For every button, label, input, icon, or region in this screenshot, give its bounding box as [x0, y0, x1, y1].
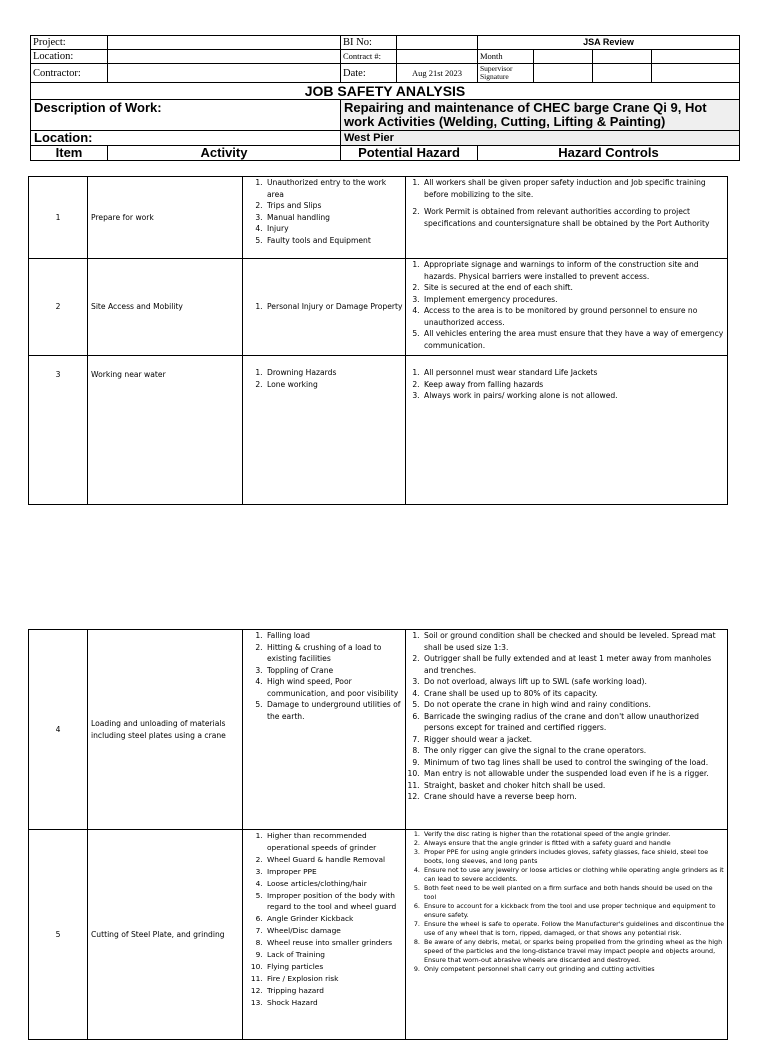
- bi-no-field[interactable]: [397, 36, 478, 50]
- project-field[interactable]: [108, 36, 341, 50]
- hazard-item: 3. Toppling of Crane: [265, 665, 403, 677]
- control-item: 6. Ensure to account for a kickback from the tool and use proper technique and equipment to ensure safety.: [422, 902, 725, 920]
- controls-cell: [406, 830, 728, 1040]
- control-item: 5. Both feet need to be well planted on a firm surface and both hands should be used on the tool: [422, 884, 725, 902]
- control-item: 9. Only competent personnel shall carry out grinding and cutting activities: [422, 965, 725, 974]
- hazard-item: 6. Angle Grinder Kickback: [265, 913, 403, 925]
- control-item: 3. Proper PPE for using angle grinders includes gloves, safety glasses, face shield, steel toe boots, long sleeves, and long pants: [422, 848, 725, 866]
- control-item: 6. Barricade the swinging radius of the crane and don't allow unauthorized persons except for trained and certified riggers.: [422, 711, 725, 734]
- jsa-header-table: [30, 35, 740, 161]
- hazard-cell: [243, 830, 406, 1040]
- item-number: 3: [29, 356, 88, 505]
- activity-cell: Prepare for work: [88, 177, 243, 259]
- bi-no-label: BI No:: [341, 36, 397, 50]
- hazard-item: 5. Faulty tools and Equipment: [265, 235, 403, 247]
- control-item: 4. Crane shall be used up to 80% of its capacity.: [422, 688, 725, 700]
- col-activity-header: Activity: [108, 146, 341, 161]
- activity-cell: Working near water: [88, 356, 243, 505]
- table-row: [29, 630, 728, 830]
- table-row: [29, 259, 728, 356]
- project-label: Project:: [31, 36, 108, 50]
- supervisor-signature-label: Supervisor Signature: [478, 64, 534, 83]
- control-item: 10. Man entry is not allowable under the suspended load even if he is a rigger.: [422, 768, 725, 780]
- contract-label: Contract #:: [341, 50, 397, 64]
- controls-cell: [406, 259, 728, 356]
- table-row: [29, 830, 728, 1040]
- control-item: 3. Do not overload, always lift up to SWL (safe working load).: [422, 676, 725, 688]
- date-value[interactable]: Aug 21st 2023: [397, 64, 478, 83]
- activity-cell: Loading and unloading of materials including steel plates using a crane: [88, 630, 243, 830]
- document-title: JOB SAFETY ANALYSIS: [31, 83, 740, 100]
- controls-cell: [406, 177, 728, 259]
- control-item: 2. Outrigger shall be fully extended and at least 1 meter away from manholes and trenches.: [422, 653, 725, 676]
- hazard-item: 4. Injury: [265, 223, 403, 235]
- control-item: 5. Do not operate the crane in high wind and rainy conditions.: [422, 699, 725, 711]
- hazard-item: 4. Loose articles/clothing/hair: [265, 878, 403, 890]
- control-item: 4. Access to the area is to be monitored by ground personnel to ensure no unauthorized access.: [422, 305, 725, 328]
- control-item: 1. All personnel must wear standard Life Jackets: [422, 367, 725, 379]
- jsa-review-label: JSA Review: [478, 36, 740, 50]
- item-number: 1: [29, 177, 88, 259]
- hazard-item: 13. Shock Hazard: [265, 997, 403, 1009]
- control-item: 1. Soil or ground condition shall be checked and should be leveled. Spread mat shall be used size 1:3.: [422, 630, 725, 653]
- control-item: 4. Ensure not to use any jewelry or loose articles or clothing while operating angle grinders as it can lead to severe accidents.: [422, 866, 725, 884]
- hazard-item: 1. Falling load: [265, 630, 403, 642]
- signature-field-1[interactable]: [534, 64, 593, 83]
- hazard-item: 7. Wheel/Disc damage: [265, 925, 403, 937]
- activity-cell: Site Access and Mobility: [88, 259, 243, 356]
- item-number: 2: [29, 259, 88, 356]
- location-value: West Pier: [341, 131, 740, 146]
- control-item: 2. Site is secured at the end of each shift.: [422, 282, 725, 294]
- month-field-1[interactable]: [534, 50, 593, 64]
- item-number: 4: [29, 630, 88, 830]
- hazard-item: 5. Damage to underground utilities of the earth.: [265, 699, 403, 722]
- hazard-item: 1. Unauthorized entry to the work area: [265, 177, 403, 200]
- controls-cell: [406, 356, 728, 505]
- control-item: 2. Work Permit is obtained from relevant authorities according to project specifications and countersignature shall be obtained by the Port Authority: [422, 206, 725, 229]
- location-field[interactable]: [108, 50, 341, 64]
- hazard-item: 1. Higher than recommended operational speeds of grinder: [265, 830, 403, 854]
- control-item: 1. Appropriate signage and warnings to inform of the construction site and hazards. Physical barriers were installed to prevent access.: [422, 259, 725, 282]
- control-item: 3. Always work in pairs/ working alone is not allowed.: [422, 390, 725, 402]
- control-item: 9. Minimum of two tag lines shall be used to control the swinging of the load.: [422, 757, 725, 769]
- control-item: 8. Be aware of any debris, metal, or sparks being propelled from the grinding wheel as the high speed of the particles and the long-distance travel may impact people and objects around, Ensure that worn-out abrasive wheels are discarded and destroyed.: [422, 938, 725, 965]
- hazard-item: 4. High wind speed, Poor communication, and poor visibility: [265, 676, 403, 699]
- hazard-cell: [243, 177, 406, 259]
- hazard-item: 2. Trips and Slips: [265, 200, 403, 212]
- control-item: 1. Verify the disc rating is higher than the rotational speed of the angle grinder.: [422, 830, 725, 839]
- item-number: 5: [29, 830, 88, 1040]
- table-row: [29, 177, 728, 259]
- date-label: Date:: [341, 64, 397, 83]
- control-item: 1. All workers shall be given proper safety induction and Job specific training before mobilizing to the site.: [422, 177, 725, 200]
- controls-cell: [406, 630, 728, 830]
- month-field-2[interactable]: [593, 50, 652, 64]
- hazard-item: 1. Personal Injury or Damage Property: [265, 301, 403, 313]
- hazard-cell: [243, 356, 406, 505]
- contractor-label: Contractor:: [31, 64, 108, 83]
- hazard-item: 1. Drowning Hazards: [265, 367, 403, 379]
- hazard-table-page1: [28, 176, 728, 505]
- contractor-field[interactable]: [108, 64, 341, 83]
- description-label-text: Description of Work:: [34, 100, 162, 115]
- hazard-item: 9. Lack of Training: [265, 949, 403, 961]
- hazard-item: 11. Fire / Explosion risk: [265, 973, 403, 985]
- contract-field[interactable]: [397, 50, 478, 64]
- hazard-item: 2. Lone working: [265, 379, 403, 391]
- control-item: 3. Implement emergency procedures.: [422, 294, 725, 306]
- hazard-item: 8. Wheel reuse into smaller grinders: [265, 937, 403, 949]
- hazard-item: 3. Improper PPE: [265, 866, 403, 878]
- table-row: [29, 356, 728, 505]
- control-item: 12. Crane should have a reverse beep horn.: [422, 791, 725, 803]
- hazard-item: 2. Hitting & crushing of a load to existing facilities: [265, 642, 403, 665]
- hazard-cell: [243, 630, 406, 830]
- month-label: Month: [478, 50, 534, 64]
- activity-cell: Cutting of Steel Plate, and grinding: [88, 830, 243, 1040]
- hazard-item: 12. Tripping hazard: [265, 985, 403, 997]
- control-item: 8. The only rigger can give the signal to the crane operators.: [422, 745, 725, 757]
- col-controls-header: Hazard Controls: [478, 146, 740, 161]
- signature-field-2[interactable]: [593, 64, 652, 83]
- description-value: Repairing and maintenance of CHEC barge Crane Qi 9, Hot work Activities (Welding, Cutting, Lifting & Painting): [341, 100, 740, 131]
- signature-field-3[interactable]: [652, 64, 740, 83]
- hazard-table-page2: [28, 629, 728, 1040]
- control-item: 2. Keep away from falling hazards: [422, 379, 725, 391]
- hazard-item: 10. Flying particles: [265, 961, 403, 973]
- control-item: 5. All vehicles entering the area must ensure that they have a way of emergency communication.: [422, 328, 725, 351]
- control-item: 7. Ensure the wheel is safe to operate. Follow the Manufacturer's guidelines and discontinue the use of any wheel that is torn, ripped, damaged, or that shows any potential risk.: [422, 920, 725, 938]
- month-field-3[interactable]: [652, 50, 740, 64]
- location-label: Location:: [31, 50, 108, 64]
- control-item: 11. Straight, basket and choker hitch shall be used.: [422, 780, 725, 792]
- control-item: 7. Rigger should wear a jacket.: [422, 734, 725, 746]
- hazard-item: 5. Improper position of the body with regard to the tool and wheel guard: [265, 890, 403, 914]
- col-hazard-header: Potential Hazard: [341, 146, 478, 161]
- col-item-header: Item: [31, 146, 108, 161]
- hazard-cell: [243, 259, 406, 356]
- control-item: 2. Always ensure that the angle grinder is fitted with a safety guard and handle: [422, 839, 725, 848]
- hazard-item: 2. Wheel Guard & handle Removal: [265, 854, 403, 866]
- hazard-item: 3. Manual handling: [265, 212, 403, 224]
- location-field-label: Location:: [31, 131, 341, 146]
- description-label: [31, 100, 341, 131]
